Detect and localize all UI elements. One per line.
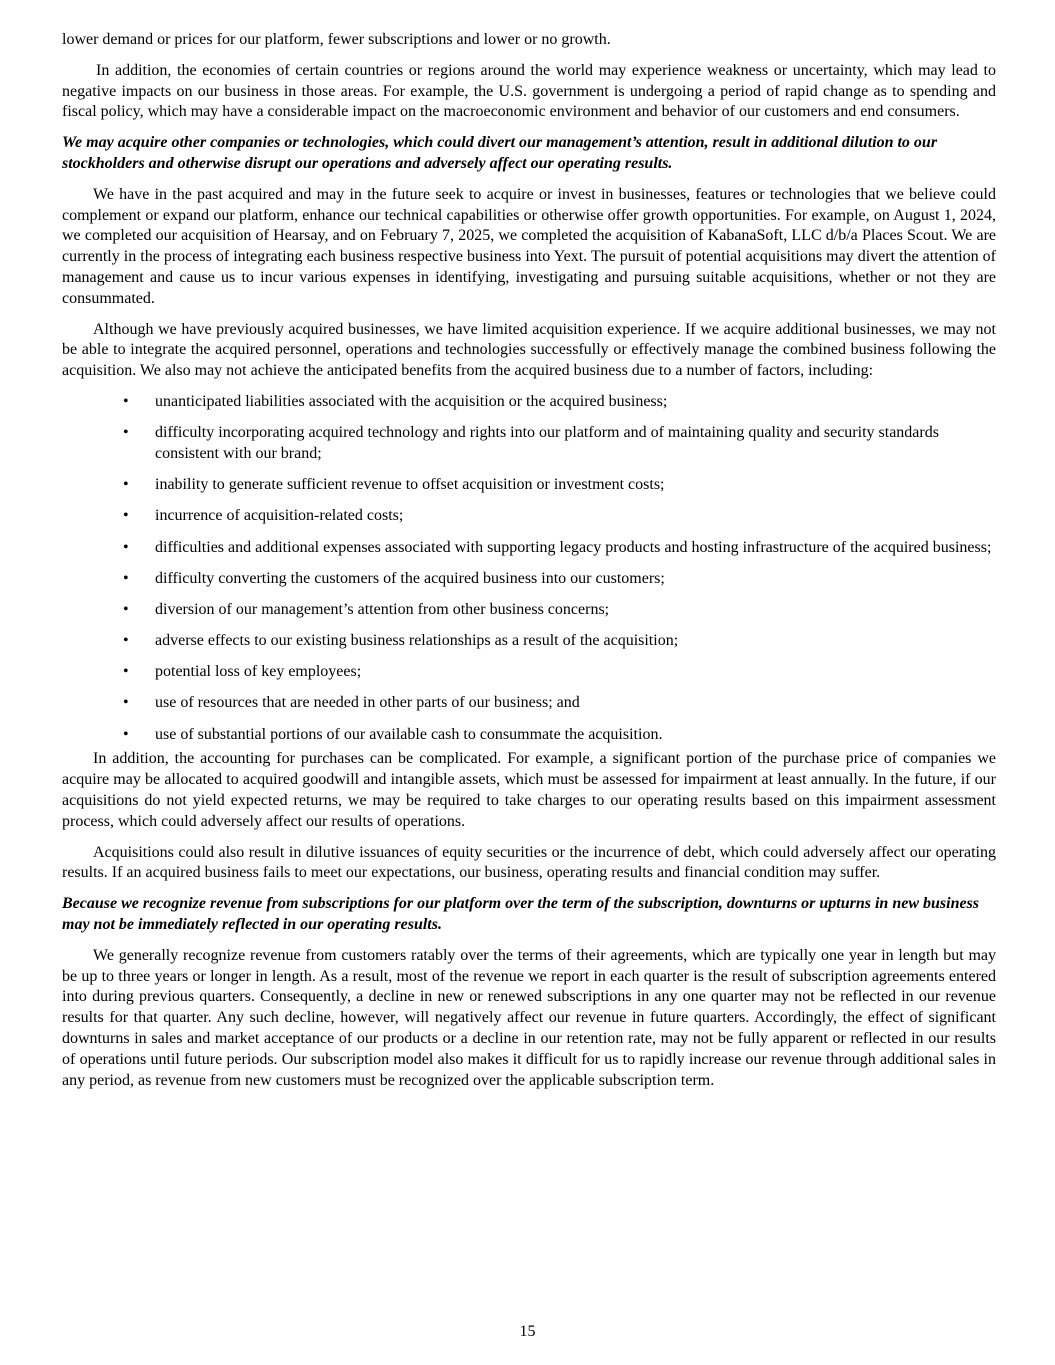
bullet-icon: • — [123, 632, 129, 650]
list-item-text: incurrence of acquisition-related costs; — [155, 507, 404, 525]
list-item-text: potential loss of key employees; — [155, 663, 362, 681]
paragraph-continuation: lower demand or prices for our platform, fewer subscriptions and lower or no growth. — [62, 31, 611, 48]
list-item — [62, 538, 996, 559]
list-item — [62, 506, 996, 527]
paragraph-acquisition-experience: Although we have previously acquired businesses, we have limited acquisition experience. If we acquire additional businesses, we may not be able to integrate the acquired personnel, operations and technologies successfully or effectively manage the combined business following the acquisition. We also may not achieve the anticipated benefits from the acquired business due to a number of factors, including: — [62, 320, 996, 380]
list-item-text: use of resources that are needed in other parts of our business; and — [155, 694, 580, 712]
list-item-text: difficulty converting the customers of the acquired business into our customers; — [155, 569, 665, 587]
list-item — [62, 725, 996, 746]
list-item — [62, 475, 996, 496]
page-number: 15 — [519, 1323, 536, 1340]
list-item — [62, 423, 996, 465]
bullet-icon: • — [123, 694, 129, 712]
paragraph-revenue-recognition: We generally recognize revenue from customers ratably over the terms of their agreements, which are typically one year in length but may be up to three years or longer in length. As a result, most of the revenue we report in each quarter is the result of subscription agreements entered into during previous quarters. Consequently, a decline in new or renewed subscriptions in any one quarter may not be reflected in our revenue results for that quarter. Any such decline, however, will negatively affect our revenue in future quarters. Accordingly, the effect of significant downturns in sales and market acceptance of our products or a decline in our retention rate, may not be fully apparent or reflected in our results of operations until future periods. Our subscription model also makes it difficult for us to rapidly increase our revenue through additional sales in any period, as revenue from new customers must be recognized over the applicable subscription term. — [62, 946, 996, 1089]
section-heading-revenue-recognition: Because we recognize revenue from subscriptions for our platform over the term of the subscription, downturns or upturns in new business may not be immediately reflected in our operating results. — [62, 895, 980, 933]
paragraph-dilution: Acquisitions could also result in dilutive issuances of equity securities or the incurrence of debt, which could adversely affect our operating results. If an acquired business fails to meet our expectations, our business, operating results and financial condition may suffer. — [62, 843, 996, 882]
list-item-text: difficulty incorporating acquired technology and rights into our platform and of maintaining quality and security standards consistent with our brand; — [155, 424, 939, 462]
list-item — [62, 569, 996, 590]
bullet-icon: • — [123, 507, 129, 525]
list-item-text: adverse effects to our existing business relationships as a result of the acquisition; — [155, 632, 679, 650]
document-page — [62, 30, 996, 1101]
paragraph-acquisition-history: We have in the past acquired and may in the future seek to acquire or invest in businesses, features or technologies that we believe could complement or expand our platform, enhance our technical capabilities or otherwise offer growth opportunities. For example, on August 1, 2024, we completed our acquisition of Hearsay, and on February 7, 2025, we completed the acquisition of KabanaSoft, LLC d/b/a Places Scout. We are currently in the process of integrating each business respective business into Yext. The pursuit of potential acquisitions may divert the attention of management and cause us to incur various expenses in identifying, investigating and pursuing suitable acquisitions, whether or not they are consummated. — [62, 185, 996, 307]
bullet-icon: • — [123, 424, 129, 442]
list-item — [62, 693, 996, 714]
list-item — [62, 662, 996, 683]
section-heading-acquisitions: We may acquire other companies or technologies, which could divert our management’s attention, result in additional dilution to our stockholders and otherwise disrupt our operations and adversely affect our operating results. — [62, 134, 938, 172]
bullet-icon: • — [123, 476, 129, 494]
list-item-text: use of substantial portions of our available cash to consummate the acquisition. — [155, 725, 663, 743]
bullet-icon: • — [123, 600, 129, 618]
bullet-icon: • — [123, 725, 129, 743]
list-item-text: unanticipated liabilities associated with the acquisition or the acquired business; — [155, 392, 668, 410]
bullet-icon: • — [123, 392, 129, 410]
paragraph-economies: In addition, the economies of certain countries or regions around the world may experience weakness or uncertainty, which may lead to negative impacts on our business in those areas. For example, the U.S. government is undergoing a period of rapid change as to spending and fiscal policy, which may have a considerable impact on the macroeconomic environment and behavior of our customers and end consumers. — [62, 61, 996, 121]
list-item — [62, 631, 996, 652]
list-item — [62, 600, 996, 621]
list-item-text: diversion of our management’s attention from other business concerns; — [155, 600, 610, 618]
risk-factor-list — [62, 392, 996, 745]
paragraph-accounting: In addition, the accounting for purchases can be complicated. For example, a significant portion of the purchase price of companies we acquire may be allocated to acquired goodwill and intangible assets, which must be assessed for impairment at least annually. In the future, if our acquisitions do not yield expected returns, we may be required to take charges to our operating results based on this impairment assessment process, which could adversely affect our results of operations. — [62, 750, 996, 830]
bullet-icon: • — [123, 538, 129, 556]
list-item — [62, 392, 996, 413]
bullet-icon: • — [123, 663, 129, 681]
list-item-text: inability to generate sufficient revenue to offset acquisition or investment costs; — [155, 476, 665, 494]
list-item-text: difficulties and additional expenses associated with supporting legacy products and hosting infrastructure of the acquired business; — [155, 538, 992, 556]
bullet-icon: • — [123, 569, 129, 587]
